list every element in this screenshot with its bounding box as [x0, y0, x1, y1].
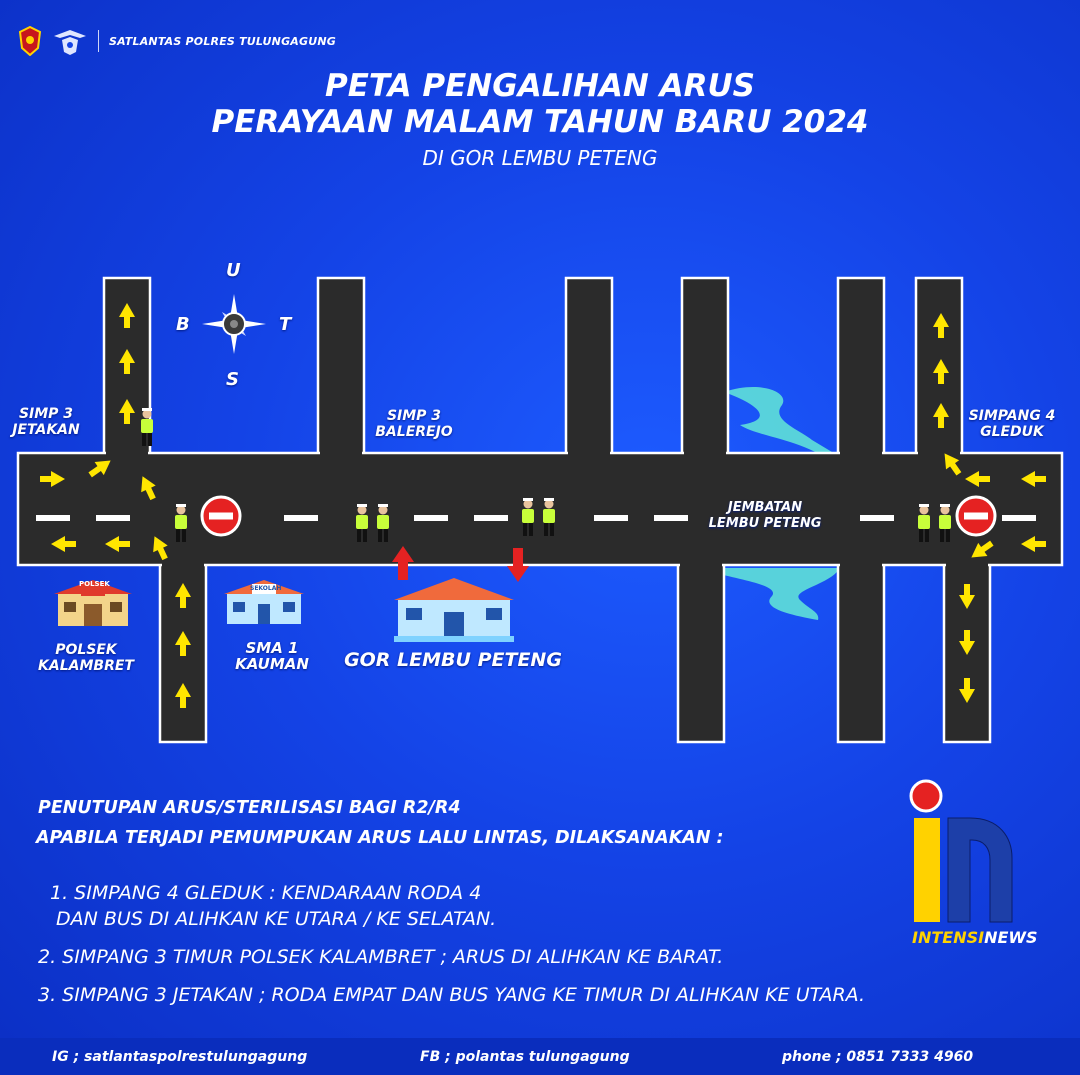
label-sma1-kauman: SMA 1 KAUMAN: [235, 639, 309, 673]
list-item-1: 1. SIMPANG 4 GLEDUK : KENDARAAN RODA 4: [50, 882, 482, 904]
footer-phone: phone ; 0851 7333 4960: [782, 1049, 974, 1065]
footer-facebook: FB ; polantas tulungagung: [420, 1049, 630, 1065]
footer-instagram: IG ; satlantaspolrestulungagung: [52, 1049, 308, 1065]
compass-south: S: [226, 369, 239, 390]
gor-building-icon: [394, 578, 514, 642]
list-item-2: 2. SIMPANG 3 TIMUR POLSEK KALAMBRET ; ARUS DI ALIHKAN KE BARAT.: [38, 946, 724, 968]
header-org-name: SATLANTAS POLRES TULUNGAGUNG: [109, 34, 337, 48]
label-simp3-jetakan: SIMP 3 JETAKAN: [12, 406, 80, 438]
label-polsek-kalambret: POLSEK KALAMBRET: [38, 642, 134, 674]
label-simp3-balerejo: SIMP 3 BALEREJO: [375, 408, 453, 440]
label-gor-lembu-peteng: GOR LEMBU PETENG: [344, 649, 562, 671]
list-item-1-cont: DAN BUS DI ALIHKAN KE UTARA / KE SELATAN.: [56, 908, 497, 930]
label-simpang4-gleduk: SIMPANG 4 GLEDUK: [968, 408, 1056, 440]
title-line-1: PETA PENGALIHAN ARUS: [324, 68, 756, 104]
label-jembatan: JEMBATAN LEMBU PETENG: [708, 500, 822, 531]
title-line-2: PERAYAAN MALAM TAHUN BARU 2024: [211, 104, 869, 140]
compass-north: U: [226, 260, 241, 281]
compass-icon: [202, 294, 266, 354]
compass-east: T: [279, 314, 292, 335]
list-item-3: 3. SIMPANG 3 JETAKAN ; RODA EMPAT DAN BUS YANG KE TIMUR DI ALIHKAN KE UTARA.: [38, 984, 866, 1006]
brand-name: INTENSINEWS: [912, 928, 1038, 947]
compass-west: B: [176, 314, 190, 335]
intensinews-logo-icon: [904, 778, 1020, 928]
title-line-3: DI GOR LEMBU PETENG: [422, 146, 658, 170]
school-sign: SEKOLAH: [250, 585, 282, 592]
river-south: [712, 568, 840, 620]
info-line-1: PENUTUPAN ARUS/STERILISASI BAGI R2/R4: [38, 798, 461, 818]
polsek-sign: POLSEK: [79, 580, 110, 588]
info-line-2: APABILA TERJADI PEMUMPUKAN ARUS LALU LINTAS, DILAKSANAKAN :: [36, 828, 724, 848]
